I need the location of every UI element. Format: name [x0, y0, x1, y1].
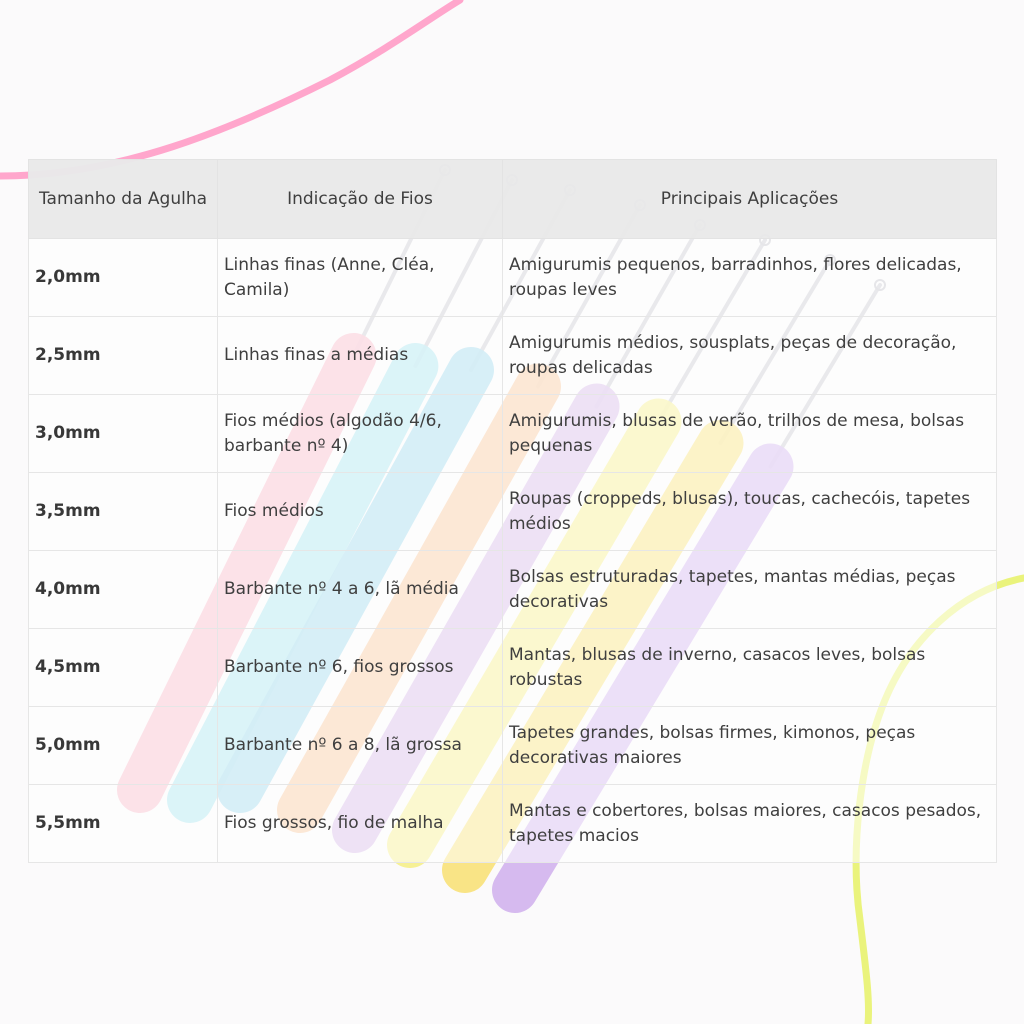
table-row — [29, 473, 997, 551]
hook-size-table-container — [28, 159, 996, 863]
table-row — [29, 629, 997, 707]
hook-size-cell: 3,0mm — [29, 395, 218, 473]
header-main-applications: Principais Aplicações — [503, 160, 997, 239]
pink-yarn — [0, 0, 460, 176]
yarn-cell: Barbante nº 6 a 8, lã grossa — [218, 707, 503, 785]
applications-cell: Roupas (croppeds, blusas), toucas, cachecóis, tapetes médios — [503, 473, 997, 551]
applications-cell: Amigurumis pequenos, barradinhos, flores delicadas, roupas leves — [503, 239, 997, 317]
yarn-cell: Barbante nº 4 a 6, lã média — [218, 551, 503, 629]
table-row — [29, 239, 997, 317]
applications-cell: Mantas e cobertores, bolsas maiores, casacos pesados, tapetes macios — [503, 785, 997, 863]
yarn-cell: Fios grossos, fio de malha — [218, 785, 503, 863]
table-row — [29, 707, 997, 785]
hook-size-cell: 5,5mm — [29, 785, 218, 863]
yarn-cell: Fios médios (algodão 4/6, barbante nº 4) — [218, 395, 503, 473]
yarn-cell: Fios médios — [218, 473, 503, 551]
header-yarn-indication: Indicação de Fios — [218, 160, 503, 239]
applications-cell: Amigurumis, blusas de verão, trilhos de mesa, bolsas pequenas — [503, 395, 997, 473]
header-hook-size: Tamanho da Agulha — [29, 160, 218, 239]
hook-size-cell: 3,5mm — [29, 473, 218, 551]
applications-cell: Amigurumis médios, sousplats, peças de decoração, roupas delicadas — [503, 317, 997, 395]
applications-cell: Bolsas estruturadas, tapetes, mantas médias, peças decorativas — [503, 551, 997, 629]
table-header-row — [29, 160, 997, 239]
hook-size-table — [28, 159, 997, 863]
hook-size-cell: 4,0mm — [29, 551, 218, 629]
hook-size-cell: 4,5mm — [29, 629, 218, 707]
table-row — [29, 317, 997, 395]
yarn-cell: Linhas finas a médias — [218, 317, 503, 395]
yarn-cell: Linhas finas (Anne, Cléa, Camila) — [218, 239, 503, 317]
table-row — [29, 395, 997, 473]
hook-size-cell: 2,0mm — [29, 239, 218, 317]
table-row — [29, 551, 997, 629]
applications-cell: Mantas, blusas de inverno, casacos leves, bolsas robustas — [503, 629, 997, 707]
yarn-cell: Barbante nº 6, fios grossos — [218, 629, 503, 707]
hook-size-cell: 5,0mm — [29, 707, 218, 785]
table-row — [29, 785, 997, 863]
applications-cell: Tapetes grandes, bolsas firmes, kimonos, peças decorativas maiores — [503, 707, 997, 785]
hook-size-cell: 2,5mm — [29, 317, 218, 395]
